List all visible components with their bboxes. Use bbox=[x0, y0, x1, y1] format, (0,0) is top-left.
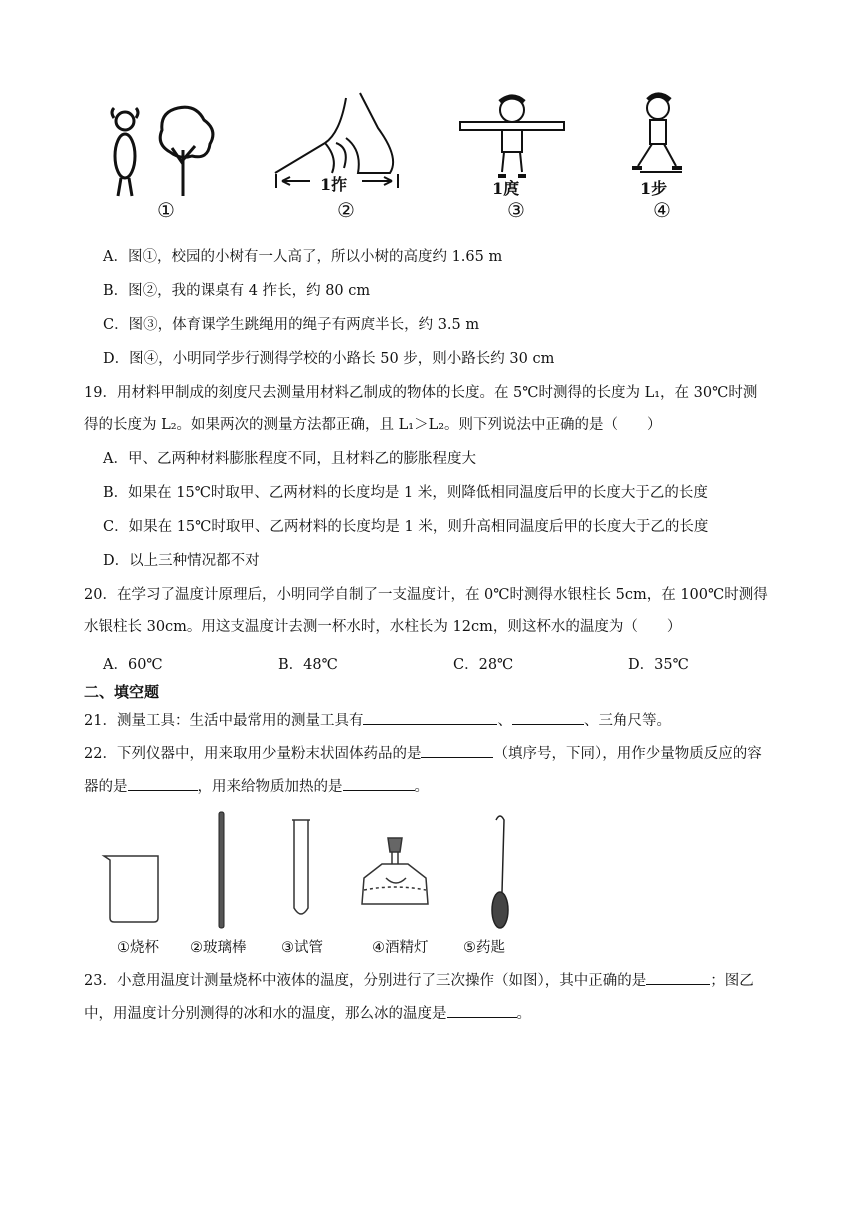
q21-line bbox=[84, 710, 671, 731]
q21-suffix: 、三角尺等。 bbox=[583, 713, 671, 729]
q22-part2: （填序号，下同），用作少量物质反应的容 bbox=[493, 746, 762, 762]
q22-line1 bbox=[84, 743, 762, 764]
beaker-image bbox=[104, 856, 158, 922]
q20-choice-d: D．35℃ bbox=[628, 657, 689, 673]
unit-label-bu: 1步 bbox=[640, 179, 668, 198]
spoon-image bbox=[492, 816, 508, 928]
unit-label-zha: 1拃 bbox=[320, 175, 348, 194]
q21-blank-2[interactable] bbox=[512, 710, 584, 725]
figure-marker-4: ④ bbox=[653, 198, 671, 222]
figure-marker-3: ③ bbox=[507, 198, 525, 222]
q23-blank-1[interactable] bbox=[646, 970, 710, 985]
apparatus-label-glass-rod: ②玻璃棒 bbox=[190, 940, 247, 956]
step-image bbox=[632, 95, 682, 172]
q19-stem-line2: 得的长度为 L₂。如果两次的测量方法都正确，且 L₁＞L₂。则下列说法中正确的是（ ） bbox=[84, 417, 662, 433]
q22-part3: 器的是 bbox=[84, 779, 128, 795]
arm-span-image bbox=[460, 97, 564, 176]
q19-option-b: B．如果在 15℃时取甲、乙两材料的长度均是 1 米，则降低相同温度后甲的长度大于乙的长度 bbox=[103, 485, 708, 501]
q18-option-a: A．图①，校园的小树有一人高了，所以小树的高度约 1.65 m bbox=[103, 249, 503, 265]
q23-part2: ；图乙 bbox=[710, 973, 754, 989]
q20-stem-line1: 20．在学习了温度计原理后，小明同学自制了一支温度计，在 0℃时测得水银柱长 5cm，在 100℃时测得 bbox=[84, 587, 768, 603]
q21-blank-1[interactable] bbox=[363, 710, 497, 725]
q19-option-a: A．甲、乙两种材料膨胀程度不同，且材料乙的膨胀程度大 bbox=[103, 451, 476, 467]
apparatus-label-beaker: ①烧杯 bbox=[117, 940, 159, 956]
q19-stem-line1: 19．用材料甲制成的刻度尺去测量用材料乙制成的物体的长度。在 5℃时测得的长度为 L₁，在 30℃时测 bbox=[84, 385, 758, 401]
test-tube-image bbox=[292, 820, 310, 914]
apparatus-label-alcohol-lamp: ④酒精灯 bbox=[372, 940, 429, 956]
q18-option-b: B．图②，我的课桌有 4 拃长，约 80 cm bbox=[103, 283, 371, 299]
q21-separator: 、 bbox=[497, 713, 512, 729]
glass-rod-image bbox=[219, 812, 224, 928]
q22-line2 bbox=[84, 776, 429, 797]
q22-blank-2[interactable] bbox=[128, 776, 198, 791]
q23-part4: 。 bbox=[516, 1006, 531, 1022]
q20-choice-b: B．48℃ bbox=[278, 657, 338, 673]
q20-choice-c: C．28℃ bbox=[453, 657, 514, 673]
q19-option-c: C．如果在 15℃时取甲、乙两材料的长度均是 1 米，则升高相同温度后甲的长度大于乙的长度 bbox=[103, 519, 709, 535]
q19-option-d: D．以上三种情况都不对 bbox=[103, 553, 260, 569]
q20-stem-line2: 水银柱长 30cm。用这支温度计去测一杯水时，水柱长为 12cm，则这杯水的温度为（ ） bbox=[84, 619, 682, 635]
q23-part3: 中，用温度计分别测得的冰和水的温度，那么冰的温度是 bbox=[84, 1006, 447, 1022]
q22-part5: 。 bbox=[414, 779, 429, 795]
girl-tree-image bbox=[112, 107, 213, 196]
q22-part4: ，用来给物质加热的是 bbox=[197, 779, 343, 795]
apparatus-label-test-tube: ③试管 bbox=[281, 940, 323, 956]
q23-line2 bbox=[84, 1003, 531, 1024]
body-measure-illustration bbox=[100, 88, 740, 228]
q23-part1: 23．小意用温度计测量烧杯中液体的温度，分别进行了三次操作（如图），其中正确的是 bbox=[84, 973, 647, 989]
body-measure-figure bbox=[100, 88, 740, 228]
q20-choice-a: A．60℃ bbox=[103, 657, 163, 673]
apparatus-label-spoon: ⑤药匙 bbox=[463, 940, 505, 956]
q22-blank-3[interactable] bbox=[343, 776, 415, 791]
q23-blank-2[interactable] bbox=[447, 1003, 517, 1018]
figure-marker-2: ② bbox=[337, 198, 355, 222]
q22-blank-1[interactable] bbox=[421, 743, 493, 758]
q23-line1 bbox=[84, 970, 754, 991]
figure-marker-1: ① bbox=[157, 198, 175, 222]
unit-label-tuo: 1庹 bbox=[492, 179, 520, 198]
q22-part1: 22．下列仪器中，用来取用少量粉末状固体药品的是 bbox=[84, 746, 422, 762]
q18-option-c: C．图③，体育课学生跳绳用的绳子有两庹半长，约 3.5 m bbox=[103, 317, 480, 333]
alcohol-lamp-image bbox=[362, 838, 428, 904]
q21-prefix: 21．测量工具：生活中最常用的测量工具有 bbox=[84, 713, 364, 729]
q18-option-d: D．图④，小明同学步行测得学校的小路长 50 步，则小路长约 30 cm bbox=[103, 351, 555, 367]
section-heading: 二、填空题 bbox=[84, 683, 160, 701]
apparatus-illustration bbox=[96, 808, 536, 938]
